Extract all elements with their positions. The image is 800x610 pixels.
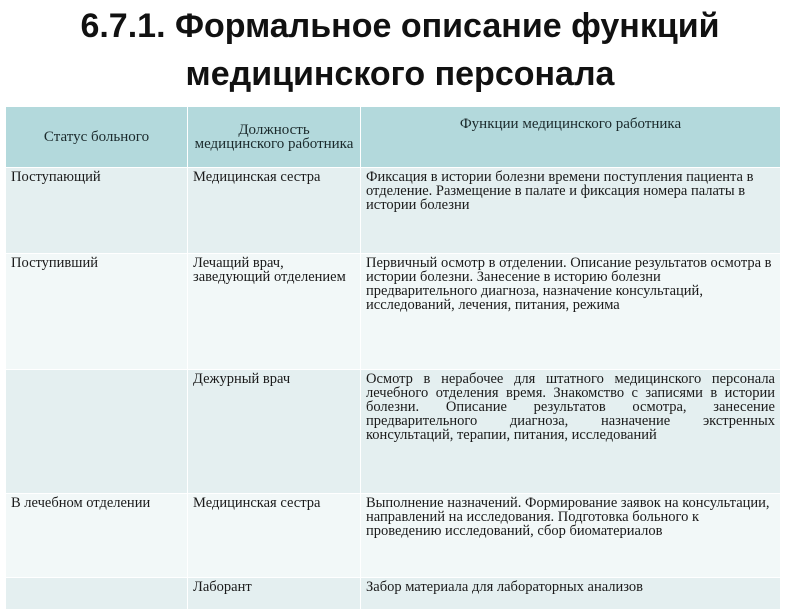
cell-status <box>6 578 188 610</box>
table-row <box>6 578 781 610</box>
cell-functions: Первичный осмотр в отделении. Описание результатов осмотра в истории болезни. Занесение в историю болезни предварительного диагноза, назначение консультаций, исследований, лечения, питания, режима <box>361 254 781 370</box>
header-functions: Функции медицинского работника <box>361 107 781 168</box>
cell-position: Медицинская сестра <box>188 168 361 254</box>
table-row <box>6 494 781 578</box>
table-header <box>6 107 781 168</box>
header-position: Должность медицинского работника <box>188 107 361 168</box>
cell-status <box>6 370 188 494</box>
table-row <box>6 370 781 494</box>
table-row <box>6 254 781 370</box>
header-status: Статус больного <box>6 107 188 168</box>
cell-status: В лечебном отделении <box>6 494 188 578</box>
header-row <box>6 107 781 168</box>
title-line-2: медицинского персонала <box>185 55 615 93</box>
title-line-1: 6.7.1. Формальное описание функций <box>80 7 720 45</box>
cell-functions: Забор материала для лабораторных анализов <box>361 578 781 610</box>
staff-functions-table <box>5 106 781 610</box>
cell-status: Поступающий <box>6 168 188 254</box>
cell-status: Поступивший <box>6 254 188 370</box>
cell-position: Медицинская сестра <box>188 494 361 578</box>
cell-functions: Фиксация в истории болезни времени поступления пациента в отделение. Размещение в палате и фиксация номера палаты в истории болезни <box>361 168 781 254</box>
cell-functions: Выполнение назначений. Формирование заявок на консультации, направлений на исследования. Подготовка больного к проведению исследований, сбор биоматериалов <box>361 494 781 578</box>
cell-position: Дежурный врач <box>188 370 361 494</box>
cell-position: Лаборант <box>188 578 361 610</box>
cell-functions: Осмотр в нерабочее для штатного медицинского персонала лечебного отделения время. Знакомство с записями в истории болезни. Описание результатов осмотра, занесение предварительного диагноза, назначение экстренных консультаций, терапии, питания, исследований <box>361 370 781 494</box>
table-row <box>6 168 781 254</box>
page-title <box>0 0 800 98</box>
cell-position: Лечащий врач, заведующий отделением <box>188 254 361 370</box>
table-body <box>6 168 781 610</box>
